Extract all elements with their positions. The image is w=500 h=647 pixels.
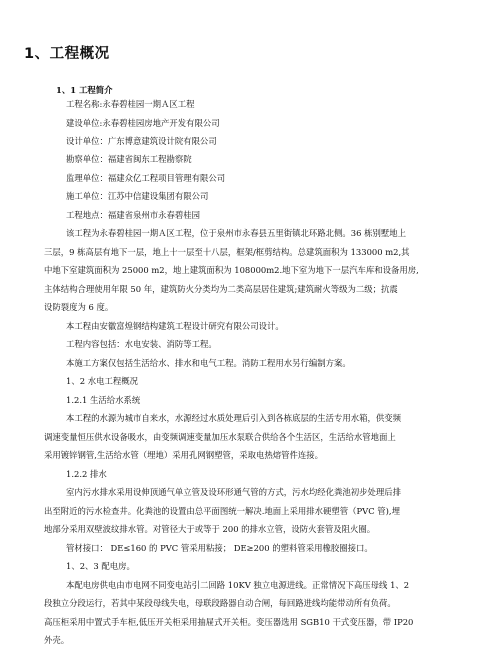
overview-line-1: 该工程为永春碧桂园一期Ａ区工程，位于泉州市永春县五里街镇北环路北侧。36 栋别墅地上 (66, 228, 406, 239)
design-statement: 本工程由安徽富煌钢结构建筑工程设计研究有限公司设计。 (66, 320, 284, 331)
overview-line-2: 三层，9 栋高层有地下一层，地上十一层至十八层，框架/框剪结构。总建筑面积为 133000 m2,其 (44, 246, 410, 257)
section-heading-1-2: 1、2 水电工程概况 (66, 376, 138, 387)
power-line-1: 本配电房供电由市电网不同变电站引二回路 10KV 独立电源进线。正常情况下高压母线 1、2 (66, 579, 410, 590)
info-designer: 设计单位：广东博意建筑设计院有限公司 (66, 136, 217, 146)
section-heading-1-1: 1、1 工程简介 (56, 85, 113, 95)
info-contractor: 施工单位：江苏中信建设集团有限公司 (66, 191, 209, 202)
power-line-2: 段独立分段运行，若其中某段母线失电，母联段路器自动合闸，每回路进线均能带动所有负荷。 (44, 598, 396, 608)
pipe-joint-note: 管材接口： DE≤160 的 PVC 管采用粘接； DE≥200 的塑料管采用橡胶圈接口。 (66, 542, 373, 553)
info-supervisor: 监理单位：福建众亿工程项目管理有限公司 (66, 172, 226, 183)
drainage-line-3: 地部分采用双壁波纹排水管。对管径大于或等于 200 的排水立管，设防火套管及阻火圈。 (44, 524, 376, 535)
drainage-line-2: 出至附近的污水检查井。化粪池的设置由总平面图统一解决.地面上采用排水硬塑管（PVC 管),埋 (44, 505, 400, 516)
page-title: 1、工程概况 (24, 46, 110, 62)
water-supply-line-1: 本工程的水源为城市自来水，水源经过水质处理后引入到各栋底层的生活专用水箱，供变频 (66, 413, 401, 424)
water-supply-line-2: 调速变量恒压供水设备吸水，由变频调速变量加压水泵联合供给各个生活区，生活给水管地面上 (44, 431, 396, 442)
section-heading-1-2-2: 1.2.2 排水 (66, 468, 107, 479)
water-supply-line-3: 采用镀锌钢管,生活给水管（埋地）采用孔网钢塑管，采取电热熔管件连接。 (44, 450, 324, 461)
drainage-line-1: 室内污水排水采用设伸顶通气单立管及设环形通气管的方式，污水均经化粪池初步处理后排 (66, 487, 401, 498)
power-line-4: 外壳。 (44, 635, 70, 645)
scope-statement: 工程内容包括：水电安装、消防等工程。 (66, 339, 217, 350)
info-surveyor: 勘察单位：福建省闽东工程勘察院 (66, 154, 192, 165)
overview-line-3: 中地下室建筑面积为 25000 m2，地上建筑面积为 108000m2.地下室为地下一层汽车库和设备用房, (44, 265, 419, 276)
info-developer: 建设单位:永春碧桂园房地产开发有限公司 (66, 117, 220, 128)
section-heading-1-2-3: 1、2、3 配电房。 (66, 561, 135, 572)
power-line-3: 高压柜采用中置式手车柜,低压开关柜采用抽屉式开关柜。变压器选用 SGB10 干式变压器，带 IP20 (44, 616, 414, 627)
overview-line-5: 设防裂度为 6 度。 (44, 302, 114, 313)
info-location: 工程地点：福建省泉州市永春碧桂园 (66, 209, 200, 220)
section-heading-1-2-1: 1.2.1 生活给水系统 (66, 394, 141, 405)
plan-statement: 本施工方案仅包括生活给水、排水和电气工程。消防工程用水另行编制方案。 (66, 357, 351, 368)
info-project-name: 工程名称:永春碧桂园一期Ａ区工程 (66, 99, 195, 109)
overview-line-4: 主体结构合理使用年限 50 年，建筑防火分类均为二类高层居住建筑;建筑耐火等级为二级；抗震 (44, 283, 398, 294)
